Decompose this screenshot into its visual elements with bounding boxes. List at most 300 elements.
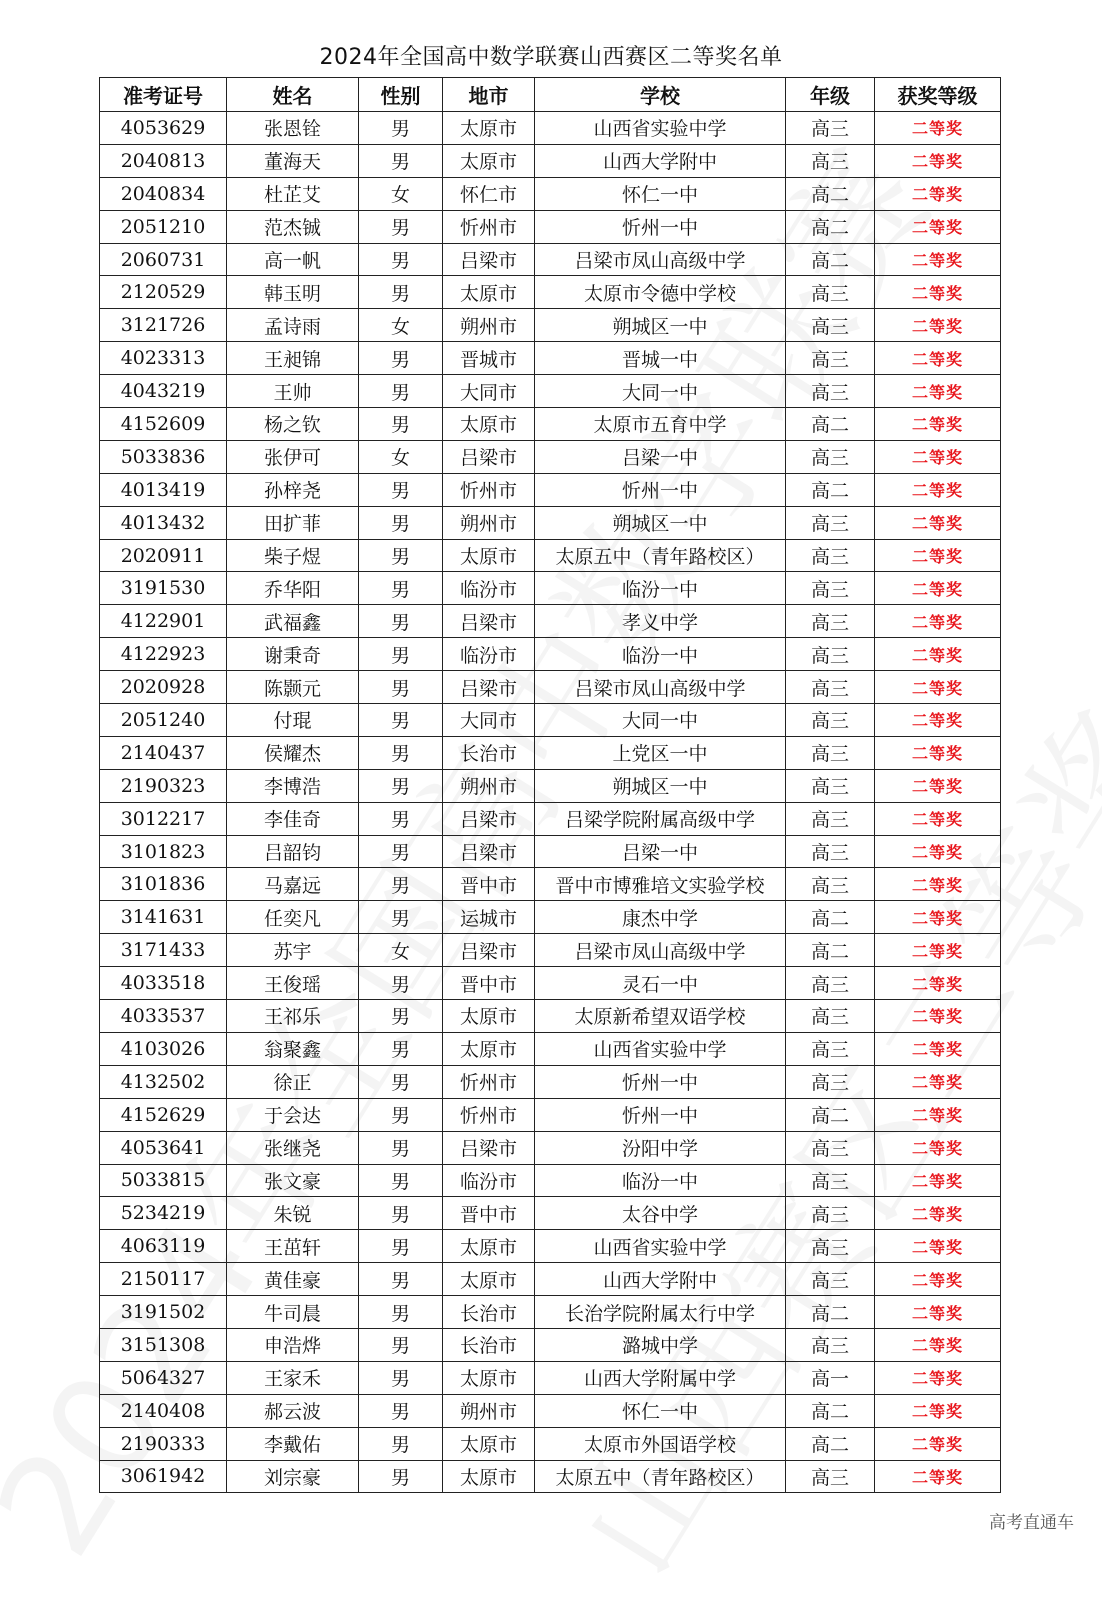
cell-gender: 男 [359,704,443,737]
cell-city: 临汾市 [443,1164,535,1197]
table-row [100,1427,1001,1460]
cell-city: 朔州市 [443,769,535,802]
cell-city: 吕梁市 [443,835,535,868]
table-row [100,1296,1001,1329]
cell-name: 韩玉明 [227,276,359,309]
cell-id: 2040834 [100,177,227,210]
table-row [100,539,1001,572]
cell-gender: 男 [359,967,443,1000]
cell-id: 5033815 [100,1164,227,1197]
cell-name: 李佳奇 [227,802,359,835]
cell-award: 二等奖 [875,1098,1001,1131]
cell-name: 孟诗雨 [227,309,359,342]
column-header-school: 学校 [535,78,786,112]
cell-school: 怀仁一中 [535,177,786,210]
table-row [100,506,1001,539]
cell-city: 吕梁市 [443,440,535,473]
cell-award: 二等奖 [875,605,1001,638]
cell-gender: 男 [359,473,443,506]
cell-city: 吕梁市 [443,671,535,704]
cell-gender: 男 [359,605,443,638]
cell-gender: 女 [359,309,443,342]
table-row [100,934,1001,967]
cell-id: 4053641 [100,1131,227,1164]
cell-city: 朔州市 [443,1394,535,1427]
cell-name: 李戴佑 [227,1427,359,1460]
cell-id: 2051240 [100,704,227,737]
cell-name: 张继尧 [227,1131,359,1164]
cell-grade: 高三 [786,1000,875,1033]
cell-award: 二等奖 [875,177,1001,210]
cell-name: 郝云波 [227,1394,359,1427]
cell-name: 付琨 [227,704,359,737]
cell-award: 二等奖 [875,835,1001,868]
cell-grade: 高二 [786,1427,875,1460]
cell-name: 孙梓尧 [227,473,359,506]
table-row [100,1263,1001,1296]
cell-school: 太原市五育中学 [535,408,786,441]
cell-grade: 高三 [786,276,875,309]
cell-school: 怀仁一中 [535,1394,786,1427]
cell-city: 大同市 [443,704,535,737]
cell-gender: 男 [359,408,443,441]
column-header-gender: 性别 [359,78,443,112]
cell-grade: 高二 [786,210,875,243]
cell-gender: 男 [359,1427,443,1460]
cell-id: 3101823 [100,835,227,868]
cell-school: 太原五中（青年路校区） [535,1460,786,1493]
cell-school: 康杰中学 [535,901,786,934]
cell-name: 谢秉奇 [227,638,359,671]
cell-school: 山西大学附中 [535,1263,786,1296]
cell-school: 灵石一中 [535,967,786,1000]
cell-city: 忻州市 [443,473,535,506]
cell-gender: 男 [359,1361,443,1394]
cell-name: 申浩烨 [227,1328,359,1361]
table-row [100,375,1001,408]
cell-name: 侯耀杰 [227,736,359,769]
cell-school: 吕梁市凤山高级中学 [535,243,786,276]
cell-grade: 高三 [786,309,875,342]
cell-grade: 高三 [786,704,875,737]
cell-id: 5033836 [100,440,227,473]
cell-id: 3121726 [100,309,227,342]
cell-grade: 高三 [786,967,875,1000]
table-row [100,144,1001,177]
table-row [100,1197,1001,1230]
cell-award: 二等奖 [875,440,1001,473]
cell-id: 3012217 [100,802,227,835]
cell-school: 朔城区一中 [535,506,786,539]
cell-gender: 男 [359,1230,443,1263]
cell-gender: 男 [359,210,443,243]
cell-gender: 男 [359,1296,443,1329]
cell-award: 二等奖 [875,1065,1001,1098]
cell-school: 忻州一中 [535,1098,786,1131]
page-title: 2024年全国高中数学联赛山西赛区二等奖名单 [319,45,783,70]
cell-name: 翁聚鑫 [227,1032,359,1065]
cell-award: 二等奖 [875,243,1001,276]
cell-school: 忻州一中 [535,1065,786,1098]
cell-grade: 高二 [786,1394,875,1427]
cell-grade: 高三 [786,342,875,375]
cell-school: 上党区一中 [535,736,786,769]
cell-id: 4023313 [100,342,227,375]
cell-name: 徐正 [227,1065,359,1098]
cell-id: 4043219 [100,375,227,408]
cell-gender: 男 [359,1197,443,1230]
cell-name: 朱锐 [227,1197,359,1230]
cell-city: 怀仁市 [443,177,535,210]
table-row [100,769,1001,802]
cell-city: 忻州市 [443,210,535,243]
cell-school: 山西省实验中学 [535,1230,786,1263]
table-row [100,210,1001,243]
cell-grade: 高三 [786,1230,875,1263]
cell-award: 二等奖 [875,506,1001,539]
cell-name: 王昶锦 [227,342,359,375]
cell-city: 太原市 [443,1230,535,1263]
cell-grade: 高三 [786,1328,875,1361]
cell-id: 4063119 [100,1230,227,1263]
cell-gender: 男 [359,342,443,375]
cell-award: 二等奖 [875,802,1001,835]
cell-id: 4122923 [100,638,227,671]
cell-award: 二等奖 [875,309,1001,342]
cell-city: 太原市 [443,112,535,145]
cell-award: 二等奖 [875,967,1001,1000]
cell-grade: 高三 [786,506,875,539]
cell-school: 吕梁市凤山高级中学 [535,671,786,704]
cell-city: 长治市 [443,1328,535,1361]
cell-grade: 高二 [786,934,875,967]
cell-city: 朔州市 [443,506,535,539]
cell-gender: 男 [359,276,443,309]
cell-grade: 高二 [786,1098,875,1131]
table-row [100,1460,1001,1493]
cell-award: 二等奖 [875,112,1001,145]
cell-gender: 男 [359,1328,443,1361]
cell-school: 山西省实验中学 [535,1032,786,1065]
cell-gender: 男 [359,769,443,802]
cell-city: 临汾市 [443,638,535,671]
cell-id: 2060731 [100,243,227,276]
table-row [100,1098,1001,1131]
cell-name: 田扩菲 [227,506,359,539]
cell-id: 2040813 [100,144,227,177]
cell-city: 晋城市 [443,342,535,375]
column-header-city: 地市 [443,78,535,112]
cell-name: 张文豪 [227,1164,359,1197]
cell-grade: 高三 [786,1131,875,1164]
table-row [100,408,1001,441]
cell-school: 吕梁学院附属高级中学 [535,802,786,835]
cell-gender: 男 [359,572,443,605]
cell-name: 乔华阳 [227,572,359,605]
cell-award: 二等奖 [875,1427,1001,1460]
cell-award: 二等奖 [875,342,1001,375]
cell-name: 董海天 [227,144,359,177]
table-row [100,112,1001,145]
cell-city: 太原市 [443,408,535,441]
cell-school: 吕梁一中 [535,440,786,473]
cell-name: 武福鑫 [227,605,359,638]
cell-name: 牛司晨 [227,1296,359,1329]
cell-grade: 高一 [786,1361,875,1394]
table-row [100,605,1001,638]
cell-grade: 高三 [786,1263,875,1296]
cell-grade: 高三 [786,1164,875,1197]
cell-id: 3191502 [100,1296,227,1329]
cell-city: 太原市 [443,539,535,572]
table-row [100,704,1001,737]
cell-school: 太谷中学 [535,1197,786,1230]
table-row [100,1361,1001,1394]
cell-name: 吕韶钧 [227,835,359,868]
cell-award: 二等奖 [875,276,1001,309]
cell-gender: 女 [359,934,443,967]
cell-city: 长治市 [443,1296,535,1329]
table-row [100,276,1001,309]
cell-grade: 高三 [786,1460,875,1493]
cell-award: 二等奖 [875,638,1001,671]
cell-grade: 高三 [786,572,875,605]
cell-name: 范杰铖 [227,210,359,243]
cell-grade: 高三 [786,440,875,473]
cell-school: 太原市外国语学校 [535,1427,786,1460]
cell-city: 吕梁市 [443,243,535,276]
cell-city: 吕梁市 [443,802,535,835]
cell-name: 王俊瑶 [227,967,359,1000]
table-row [100,1230,1001,1263]
cell-name: 王祁乐 [227,1000,359,1033]
cell-award: 二等奖 [875,1131,1001,1164]
cell-award: 二等奖 [875,473,1001,506]
cell-award: 二等奖 [875,210,1001,243]
cell-school: 晋城一中 [535,342,786,375]
cell-id: 4122901 [100,605,227,638]
cell-id: 5064327 [100,1361,227,1394]
cell-name: 黄佳豪 [227,1263,359,1296]
cell-city: 太原市 [443,1460,535,1493]
table-row [100,177,1001,210]
cell-award: 二等奖 [875,934,1001,967]
cell-school: 忻州一中 [535,473,786,506]
cell-grade: 高三 [786,736,875,769]
cell-city: 太原市 [443,1032,535,1065]
column-header-id: 准考证号 [100,78,227,112]
cell-school: 太原五中（青年路校区） [535,539,786,572]
cell-city: 朔州市 [443,309,535,342]
cell-school: 大同一中 [535,704,786,737]
cell-city: 吕梁市 [443,605,535,638]
cell-grade: 高三 [786,144,875,177]
cell-school: 朔城区一中 [535,769,786,802]
cell-city: 临汾市 [443,572,535,605]
cell-gender: 男 [359,112,443,145]
cell-school: 大同一中 [535,375,786,408]
cell-city: 太原市 [443,144,535,177]
cell-name: 柴子煜 [227,539,359,572]
cell-award: 二等奖 [875,704,1001,737]
cell-grade: 高二 [786,177,875,210]
cell-grade: 高三 [786,1197,875,1230]
cell-city: 太原市 [443,1427,535,1460]
cell-id: 2020928 [100,671,227,704]
cell-school: 潞城中学 [535,1328,786,1361]
table-row [100,243,1001,276]
header-row [100,78,1001,112]
cell-gender: 男 [359,1263,443,1296]
cell-name: 陈颢元 [227,671,359,704]
cell-city: 晋中市 [443,967,535,1000]
source-label: 高考直通车 [989,1513,1074,1533]
cell-gender: 男 [359,901,443,934]
cell-city: 太原市 [443,1000,535,1033]
cell-id: 2190323 [100,769,227,802]
cell-gender: 男 [359,1098,443,1131]
cell-gender: 男 [359,736,443,769]
cell-gender: 男 [359,539,443,572]
cell-id: 2051210 [100,210,227,243]
cell-name: 于会达 [227,1098,359,1131]
cell-award: 二等奖 [875,671,1001,704]
cell-award: 二等奖 [875,572,1001,605]
cell-id: 2150117 [100,1263,227,1296]
cell-school: 吕梁一中 [535,835,786,868]
cell-school: 山西省实验中学 [535,112,786,145]
table-row [100,1032,1001,1065]
cell-grade: 高三 [786,868,875,901]
cell-city: 忻州市 [443,1098,535,1131]
cell-award: 二等奖 [875,1296,1001,1329]
cell-gender: 男 [359,1394,443,1427]
table-row [100,868,1001,901]
cell-award: 二等奖 [875,1197,1001,1230]
table-row [100,1164,1001,1197]
cell-gender: 男 [359,144,443,177]
cell-id: 4013419 [100,473,227,506]
cell-award: 二等奖 [875,1230,1001,1263]
cell-award: 二等奖 [875,1263,1001,1296]
cell-school: 汾阳中学 [535,1131,786,1164]
cell-school: 临汾一中 [535,572,786,605]
cell-award: 二等奖 [875,736,1001,769]
cell-grade: 高二 [786,408,875,441]
cell-grade: 高三 [786,835,875,868]
cell-name: 马嘉远 [227,868,359,901]
cell-award: 二等奖 [875,1164,1001,1197]
table-row [100,1000,1001,1033]
cell-gender: 男 [359,243,443,276]
cell-school: 临汾一中 [535,1164,786,1197]
column-header-name: 姓名 [227,78,359,112]
cell-grade: 高二 [786,243,875,276]
cell-gender: 男 [359,1065,443,1098]
cell-school: 山西大学附属中学 [535,1361,786,1394]
cell-award: 二等奖 [875,1328,1001,1361]
table-body [100,112,1001,1493]
cell-id: 4132502 [100,1065,227,1098]
cell-grade: 高二 [786,473,875,506]
table-row [100,901,1001,934]
cell-gender: 男 [359,835,443,868]
cell-name: 王茁轩 [227,1230,359,1263]
column-header-grade: 年级 [786,78,875,112]
cell-gender: 男 [359,868,443,901]
cell-school: 孝义中学 [535,605,786,638]
cell-id: 4103026 [100,1032,227,1065]
cell-name: 李博浩 [227,769,359,802]
cell-school: 长治学院附属太行中学 [535,1296,786,1329]
table-row [100,309,1001,342]
cell-id: 3151308 [100,1328,227,1361]
cell-city: 运城市 [443,901,535,934]
cell-city: 吕梁市 [443,934,535,967]
cell-grade: 高三 [786,375,875,408]
award-table [99,77,1001,1493]
cell-award: 二等奖 [875,539,1001,572]
cell-city: 晋中市 [443,1197,535,1230]
cell-name: 王家禾 [227,1361,359,1394]
cell-id: 5234219 [100,1197,227,1230]
cell-grade: 高三 [786,1065,875,1098]
cell-id: 4152629 [100,1098,227,1131]
cell-gender: 男 [359,671,443,704]
cell-school: 太原市令德中学校 [535,276,786,309]
table-row [100,802,1001,835]
cell-id: 2140408 [100,1394,227,1427]
cell-city: 太原市 [443,1361,535,1394]
cell-id: 3101836 [100,868,227,901]
cell-grade: 高三 [786,605,875,638]
cell-city: 忻州市 [443,1065,535,1098]
cell-grade: 高二 [786,901,875,934]
table-row [100,671,1001,704]
cell-id: 3061942 [100,1460,227,1493]
cell-name: 高一帆 [227,243,359,276]
cell-school: 太原新希望双语学校 [535,1000,786,1033]
cell-award: 二等奖 [875,408,1001,441]
table-row [100,1328,1001,1361]
table-row [100,835,1001,868]
cell-grade: 高二 [786,1296,875,1329]
cell-award: 二等奖 [875,868,1001,901]
cell-award: 二等奖 [875,769,1001,802]
cell-grade: 高三 [786,1032,875,1065]
cell-id: 4033537 [100,1000,227,1033]
cell-gender: 男 [359,638,443,671]
cell-grade: 高三 [786,802,875,835]
cell-gender: 女 [359,440,443,473]
cell-gender: 男 [359,1032,443,1065]
cell-id: 2120529 [100,276,227,309]
cell-id: 3141631 [100,901,227,934]
cell-school: 忻州一中 [535,210,786,243]
cell-school: 山西大学附中 [535,144,786,177]
table-row [100,440,1001,473]
cell-award: 二等奖 [875,1000,1001,1033]
cell-award: 二等奖 [875,1460,1001,1493]
cell-gender: 男 [359,506,443,539]
cell-id: 2190333 [100,1427,227,1460]
cell-award: 二等奖 [875,1361,1001,1394]
table-row [100,572,1001,605]
cell-grade: 高三 [786,671,875,704]
cell-gender: 男 [359,375,443,408]
cell-school: 临汾一中 [535,638,786,671]
cell-name: 刘宗豪 [227,1460,359,1493]
